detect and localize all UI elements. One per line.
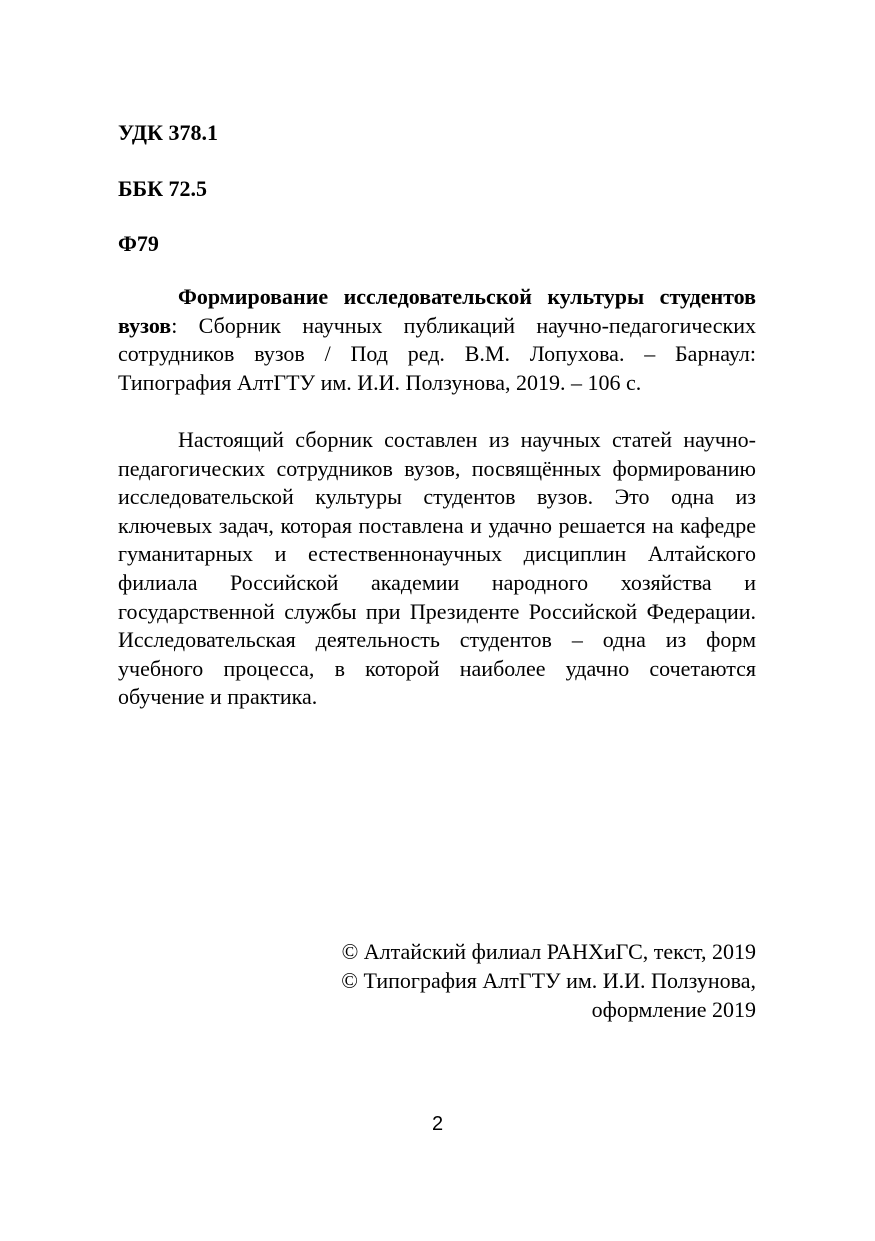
copyright-block: [118, 937, 756, 1024]
bbk-code: ББК 72.5: [118, 176, 208, 201]
book-title: Формирование исследовательской культуры студентов вузов: [118, 284, 756, 338]
book-description: : Сборник научных публикаций научно-педагогических сотрудников вузов / Под ред. В.М. Лопухова. – Барнаул: Типография АлтГТУ им. И.И. Ползунова, 2019. – 106 с.: [118, 312, 756, 395]
copyright-line-printing: © Типография АлтГТУ им. И.И. Ползунова,: [341, 968, 756, 993]
bibliographic-paragraph: [118, 283, 756, 397]
udk-code: УДК 378.1: [118, 120, 219, 145]
copyright-line-design: оформление 2019: [591, 997, 756, 1022]
bibliographic-record: [118, 283, 756, 397]
page-number: 2: [431, 1113, 444, 1135]
annotation: [118, 426, 756, 712]
annotation-paragraph: Настоящий сборник составлен из научных статей научно-педагогических сотрудников вузов, посвящённых формированию исследовательской культуры студентов вузов. Это одна из ключевых задач, которая поставлена и удачно решается на кафедре гуманитарных и естественнонаучных дисциплин Алтайского филиала Российской академии народного хозяйства и государственной службы при Президенте Российской Федерации. Исследовательская деятельность студентов – одна из форм учебного процесса, в которой наиболее удачно сочетаются обучение и практика.: [118, 427, 756, 710]
author-mark: Ф79: [118, 231, 159, 256]
copyright-line-text: © Алтайский филиал РАНХиГС, текст, 2019: [341, 939, 756, 964]
